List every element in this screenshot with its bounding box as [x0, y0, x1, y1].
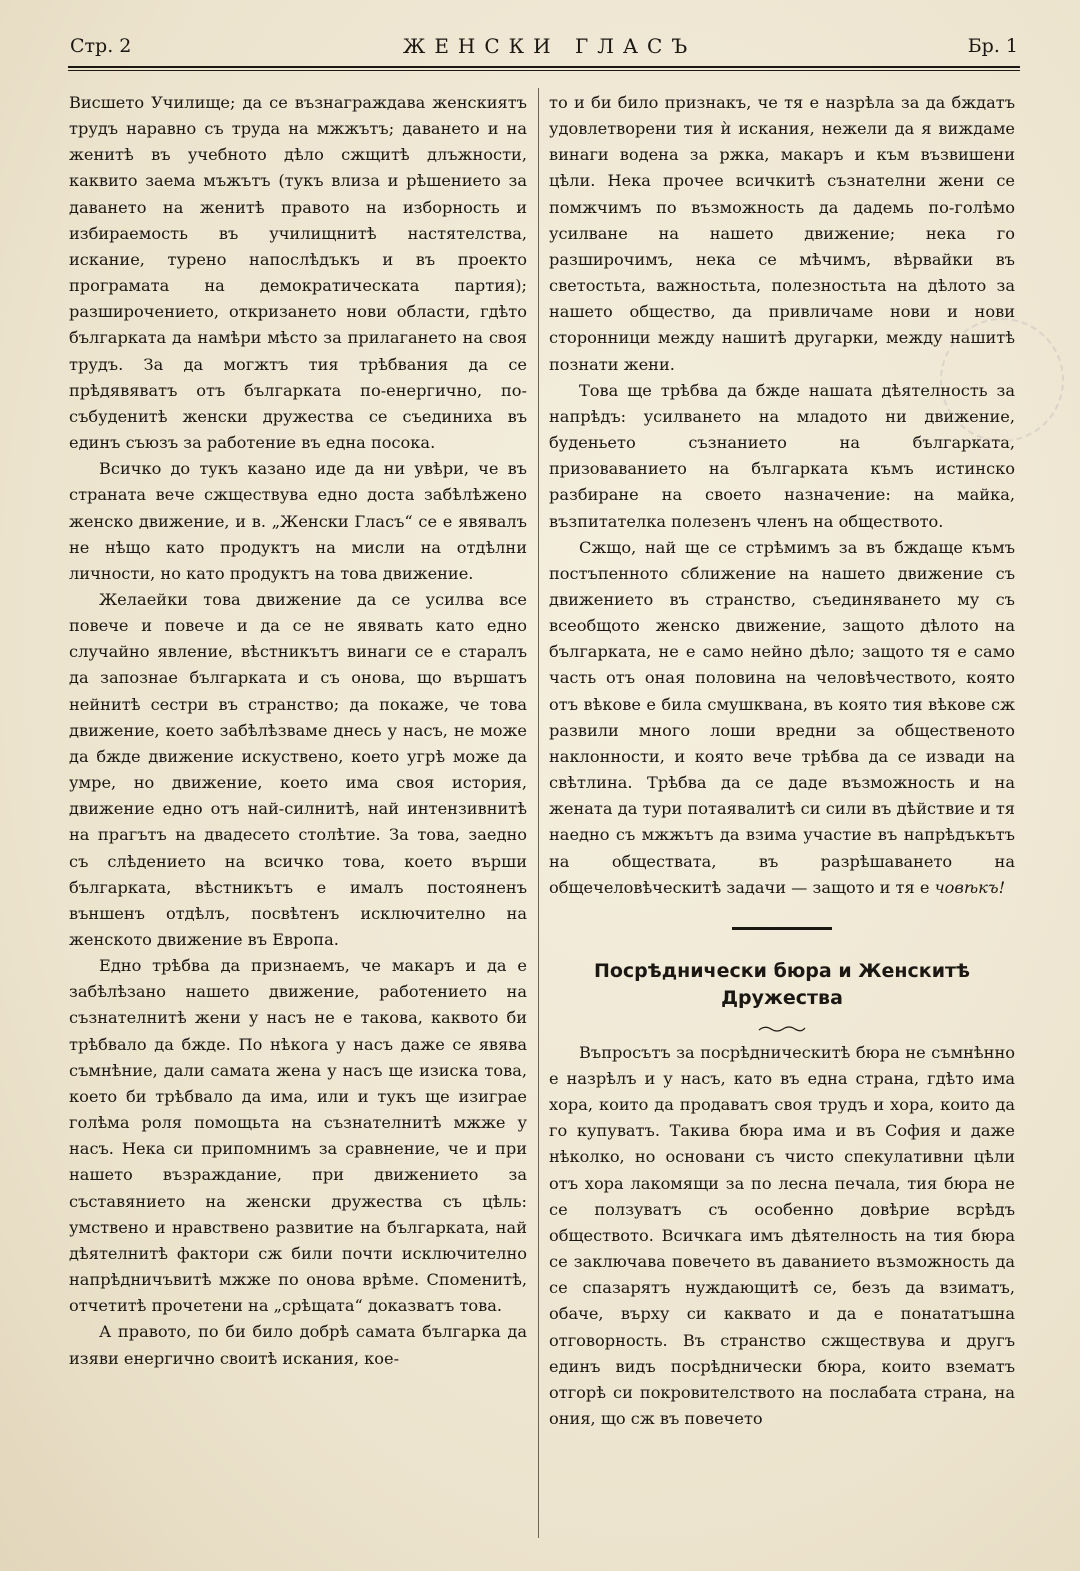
right-paragraph-1: то и би било признакъ, че тя е назрѣла за да бждатъ удовлетворени тия ѝ искания, нежели да я виждаме винаги водена за ржка, макаръ и към възвишени цѣли. Нека прочее всичкитѣ съзнателни жени се помжчимъ по възможность да дадемь по-голѣмо усилване на нашето движение; нека го разширочимъ, нека се мѣчимъ, вѣрвайки въ светостьта, важностьта, полезностьта на дѣлото за нашето общество, да привличаме нови и нови сторонници между нашитѣ другарки, между нашитѣ познати жени. — [549, 93, 1015, 374]
left-paragraph-3: Желаейки това движение да се усилва все повече и повече и да се не явявать като едно случайно явление, вѣстникътъ винаги се е старалъ да запознае българката и съ онова, що вършатъ нейнитѣ сестри въ странство; да покаже, че това движение, което забѣлѣзваме днесь у насъ, не може да бжде движение искуствено, което угрѣ може да умре, но движение, което има своя история, движение едно отъ най-силнитѣ, най интензивнитѣ на прагътъ на двадесето столѣтие. За това, заедно съ слѣдението на всичко това, което върши българката, вѣстникътъ е ималъ постояненъ външенъ отдѣлъ, посвѣтенъ исключително на женското движение въ Европа. — [69, 589, 527, 949]
article-title-line-1: Посрѣднически бюра и Женскитѣ — [593, 959, 971, 982]
article-title — [549, 958, 1015, 1012]
right-paragraph-3 — [549, 535, 1015, 901]
left-column — [69, 90, 527, 1372]
title-ornament — [549, 1016, 1015, 1030]
header-rule — [68, 66, 1020, 71]
right-paragraph-2: Това ще трѣбва да бжде нашата дѣятелность за напрѣдъ: усилването на младото ни движение, буденьето съзнанието на българката, призоваванието на българката къмъ истинско разбиране на своето назначение: на майка, възпитателка полезенъ членъ на обществото. — [549, 380, 1015, 531]
left-paragraph-1: Висшето Училище; да се възнаграждава женскиятъ трудъ наравно съ труда на мжжътъ; даването и на женитѣ въ учебното дѣло сжщитѣ длъжности, каквито заема мъжътъ (тукъ влиза и рѣшението за даването на женитѣ правото на изборность и избираемость въ училищнитѣ настятелства, искание, турено напослѣдъкъ и въ проекто програмата на демократическата партия); разширочението, откризането нови области, гдѣто българката да намѣри мѣсто за прилагането на своя трудъ. За да могжтъ тия трѣбвания да се прѣдявяватъ отъ българката по-енергично, по-събуденитѣ женски дружества се съединиха въ единъ съюзъ за работение въ една посока. — [69, 93, 527, 453]
section-separator — [732, 927, 832, 930]
right-paragraph-3-text: Сжщо, най ще се стрѣмимъ за въ бждаще къмъ постъпенното сближение на нашето движение съ движението въ странство, съединяването му съ всеобщото женско движение, защото дѣлото на българката, не е само нейно дѣло; защото тя е само часть отъ оная половина на человѣчеството, която отъ вѣкове е била смушквана, въ която тия вѣкове сж развили много лоши вредни за общественото наклонности, и която вече трѣбва да се извади на свѣтлина. Трѣбва да се даде възможность и на жената да тури потаявалитѣ си сили въ дѣйствие и тя наедно съ мжжътъ да взима участие въ напрѣдъкътъ на обществата, въ разрѣшаването на общечеловѣческитѣ задачи — защото и тя е — [549, 537, 1015, 897]
column-divider — [538, 88, 539, 1538]
tilde-ornament-icon — [757, 1024, 807, 1034]
left-paragraph-2: Всичко до тукъ казано иде да ни увѣри, че въ страната вече сжществува едно доста забѣлѣжено женско движение, и в. „Женски Гласъ“ се е явявалъ не нѣщо като продуктъ на мисли на отдѣлни личности, но като продуктъ на това движение. — [69, 459, 527, 583]
article-title-line-2: Дружества — [721, 986, 843, 1009]
page-number: Стр. 2 — [70, 35, 132, 57]
left-paragraph-4: Едно трѣбва да признаемъ, че макаръ и да е забѣлѣзано нашето движение, работението на съзнателнитѣ жени у насъ не е такова, каквото би трѣбвало да бжде. По нѣкога у насъ даже се явява съмнѣние, дали самата жена у насъ ще изиска това, което би трѣбвало да има, или и тукъ ще изиграе голѣма роля помощьта на съзнателнитѣ мжже у насъ. Нека си припомнимъ за сравнение, че и при нашето възраждание, при движението за съставянието на женски дружества съ цѣль: умствено и нравствено развитие на българката, най дѣятелнитѣ фактори сж били почти исключително напрѣдничъвитѣ мжже по онова врѣме. Споменитѣ, отчетитѣ прочетени на „срѣщата“ доказватъ това. — [69, 956, 527, 1316]
newspaper-title: ЖЕНСКИ ГЛАСЪ — [402, 34, 697, 58]
page-header — [70, 28, 1018, 64]
article-paragraph: Въпросътъ за посрѣдническитѣ бюра не съмнѣнно е назрѣлъ и у насъ, като въ една страна, гдѣто има хора, които да продаватъ своя трудъ и хора, които да го купуватъ. Такива бюра има и въ София и даже нѣколко, но основани съ чисто спекулативни цѣли отъ хора лакомящи за по лесна печала, тия бюра не се ползуватъ съ особенно довѣрие всрѣдъ обществото. Всичкага имъ дѣятелность на тия бюра се заключава повечето въ даванието възможность да се спазарятъ нуждающитѣ се, безъ да взиматъ, обаче, върху си каквато и да е понататъшна отговорность. Въ странство сжществува и другъ единъ видъ посрѣднически бюра, които взематъ отгорѣ си покровителството на послабата страна, на ония, що сж въ повечето — [549, 1042, 1015, 1429]
closing-word: човѣкъ! — [934, 877, 1006, 897]
left-paragraph-5: А правото, по би било добрѣ самата българка да изяви енергично своитѣ искания, кое- — [69, 1322, 527, 1368]
issue-number: Бр. 1 — [967, 35, 1018, 57]
right-column — [549, 90, 1015, 1432]
